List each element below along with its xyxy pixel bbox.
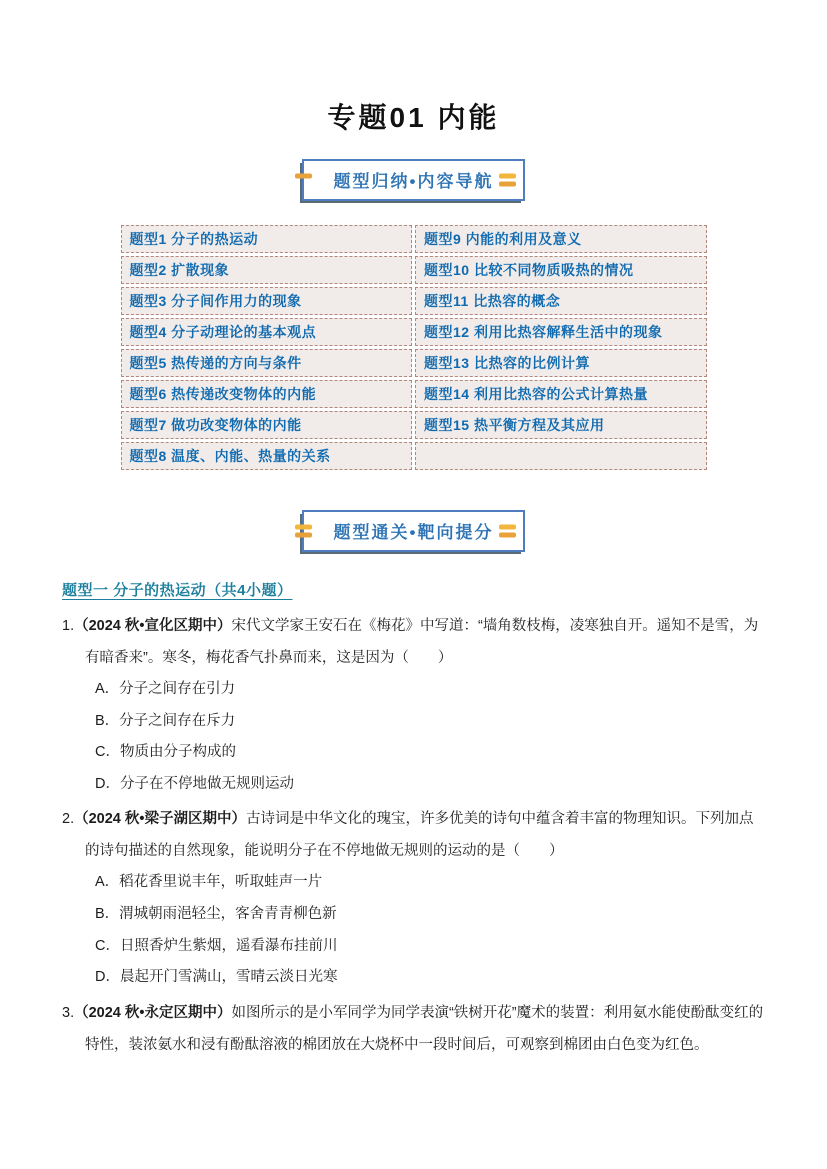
option-d: D．晨起开门雪满山，雪晴云淡日光寒 bbox=[95, 969, 338, 986]
question-list bbox=[62, 610, 767, 1061]
table-row bbox=[121, 318, 707, 346]
option-b: B．分子之间存在斥力 bbox=[95, 712, 236, 729]
banner-nav-label: 题型归纳•内容导航 bbox=[333, 172, 494, 191]
page-title: 专题01 内能 bbox=[327, 102, 500, 133]
option-b: B．渭城朝雨浥轻尘，客舍青青柳色新 bbox=[95, 905, 337, 922]
banner-practice bbox=[302, 510, 526, 552]
table-row bbox=[121, 287, 707, 315]
table-row bbox=[121, 380, 707, 408]
option-a: A．分子之间存在引力 bbox=[95, 681, 236, 697]
topic-cell: 题型1 分子的热运动 bbox=[121, 225, 413, 253]
option-c: C．日照香炉生紫烟，遥看瀑布挂前川 bbox=[95, 937, 338, 954]
topic-navigation-table bbox=[118, 222, 710, 473]
table-row bbox=[121, 442, 707, 470]
double-bars-icon bbox=[295, 174, 312, 187]
topic-cell: 题型7 做功改变物体的内能 bbox=[121, 411, 413, 439]
topic-cell: 题型10 比较不同物质吸热的情况 bbox=[415, 256, 707, 284]
question-source: （2024 秋•永定区期中） bbox=[74, 1004, 232, 1021]
topic-cell-empty bbox=[415, 442, 707, 470]
topic-cell: 题型8 温度、内能、热量的关系 bbox=[121, 442, 413, 470]
option-list bbox=[95, 674, 767, 800]
question-2 bbox=[62, 803, 767, 993]
double-bars-icon bbox=[499, 525, 516, 538]
question-stem: 古诗词是中华文化的瑰宝，许多优美的诗句中蕴含着丰富的物理知识。下列加点的诗句描述的自然现象，能说明分子在不停地做无规则的运动的是（ ） bbox=[85, 811, 754, 860]
question-3 bbox=[62, 997, 767, 1061]
banner-practice-label: 题型通关•靶向提分 bbox=[333, 523, 494, 542]
option-list bbox=[95, 867, 767, 993]
table-row bbox=[121, 349, 707, 377]
question-source: （2024 秋•宣化区期中） bbox=[74, 618, 232, 634]
question-1 bbox=[62, 610, 767, 800]
topic-cell: 题型4 分子动理论的基本观点 bbox=[121, 318, 413, 346]
option-a: A．稻花香里说丰年，听取蛙声一片 bbox=[95, 874, 323, 891]
topic-cell: 题型13 比热容的比例计算 bbox=[415, 349, 707, 377]
question-number: 1. bbox=[62, 618, 75, 634]
topic-cell: 题型2 扩散现象 bbox=[121, 256, 413, 284]
section-heading: 题型一 分子的热运动（共4小题） bbox=[62, 582, 293, 599]
double-bars-icon bbox=[499, 174, 516, 187]
double-bars-icon bbox=[295, 525, 312, 538]
topic-cell: 题型3 分子间作用力的现象 bbox=[121, 287, 413, 315]
question-stem: 宋代文学家王安石在《梅花》中写道：“墙角数枝梅，凌寒独自开。遥知不是雪，为有暗香来”。寒冬，梅花香气扑鼻而来，这是因为（ ） bbox=[85, 618, 759, 666]
table-row bbox=[121, 256, 707, 284]
question-number: 2. bbox=[62, 811, 75, 828]
topic-cell: 题型9 内能的利用及意义 bbox=[415, 225, 707, 253]
question-stem: 如图所示的是小军同学为同学表演“铁树开花”魔术的装置：利用氨水能使酚酞变红的特性，装浓氨水和浸有酚酞溶液的棉团放在大烧杯中一段时间后，可观察到棉团由白色变为红色。 bbox=[85, 1004, 764, 1053]
option-c: C．物质由分子构成的 bbox=[95, 744, 236, 761]
option-d: D．分子在不停地做无规则运动 bbox=[95, 775, 294, 792]
topic-cell: 题型11 比热容的概念 bbox=[415, 287, 707, 315]
topic-cell: 题型6 热传递改变物体的内能 bbox=[121, 380, 413, 408]
topic-cell: 题型15 热平衡方程及其应用 bbox=[415, 411, 707, 439]
banner-nav bbox=[302, 159, 526, 201]
topic-cell: 题型12 利用比热容解释生活中的现象 bbox=[415, 318, 707, 346]
question-number: 3. bbox=[62, 1004, 75, 1021]
question-source: （2024 秋•梁子湖区期中） bbox=[74, 811, 246, 828]
table-row bbox=[121, 225, 707, 253]
topic-cell: 题型5 热传递的方向与条件 bbox=[121, 349, 413, 377]
table-row bbox=[121, 411, 707, 439]
topic-cell: 题型14 利用比热容的公式计算热量 bbox=[415, 380, 707, 408]
